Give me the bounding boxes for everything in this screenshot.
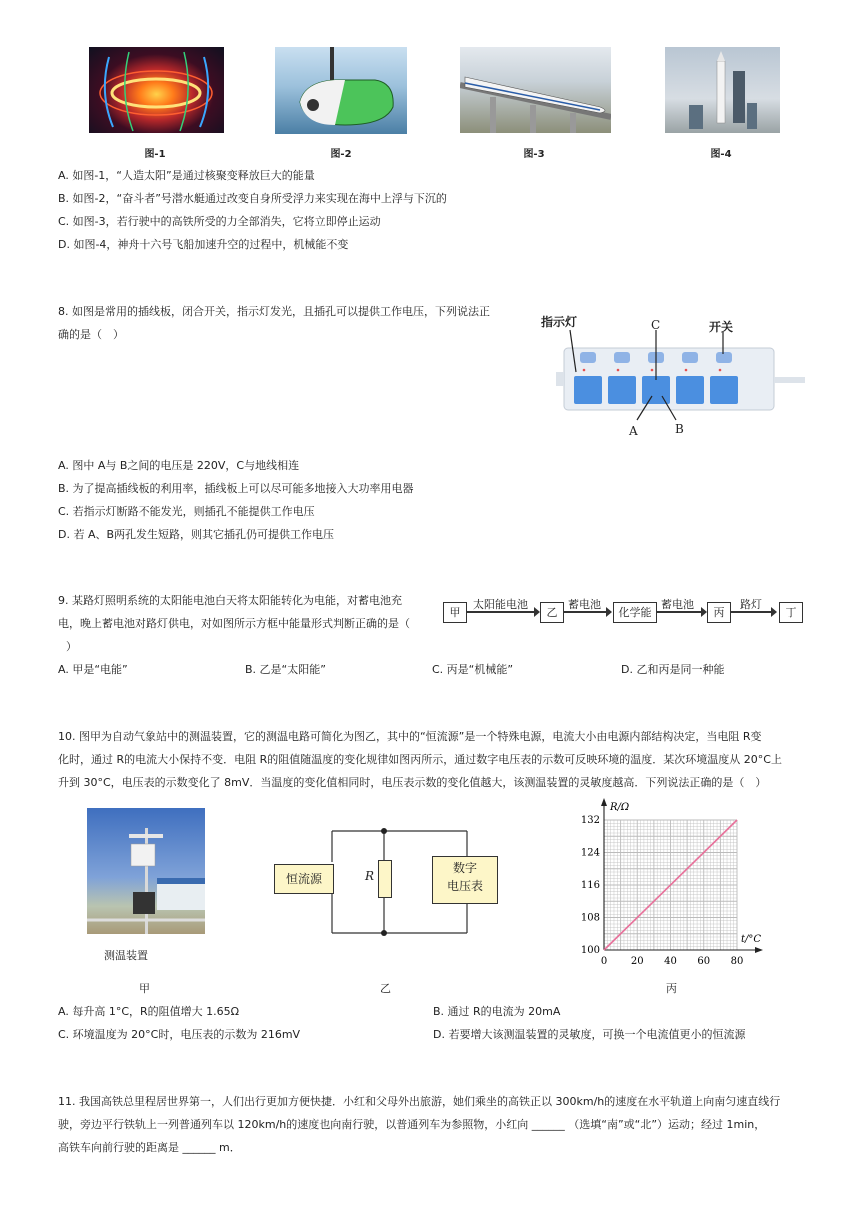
q10-stem-line2: 化时，通过 R的电流大小保持不变．电阻 R的阻值随温度的变化规律如图丙所示，通过数字电压表的示数可反映环境的温度．某次环境温度从 20°C上 [58,753,782,766]
rocket-launch-image [665,47,780,133]
voltmeter-label-line1: 数字 [452,861,477,875]
x-axis-arrow [755,947,763,953]
q8-option-c[interactable]: C. 若指示灯断路不能发光，则插孔不能提供工作电压 [58,505,315,518]
q8-stem-line2: 确的是（ ） [58,328,124,341]
q9-option-d[interactable]: D. 乙和丙是同一种能 [621,663,725,676]
y-tick-label: 132 [580,815,600,826]
submarine-image [275,47,407,134]
power-strip-graphic [540,310,810,440]
q9-option-a[interactable]: A. 甲是“电能” [58,663,128,676]
flow-arrow-2-head [606,607,612,617]
socket-c-label: C [651,318,661,332]
flow-arrow-4-head [771,607,777,617]
q7-option-d[interactable]: D. 如图-4，神舟十六号飞船加速升空的过程中，机械能不变 [58,238,349,251]
resistor-r-label: R [365,869,375,883]
socket-b-label: B [675,422,684,436]
figure-caption-2: 图-2 [330,149,352,160]
q7-option-b[interactable]: B. 如图-2，“奋斗者”号潜水艇通过改变自身所受浮力来实现在海中上浮与下沉的 [58,192,447,205]
x-tick-label: 80 [730,956,744,967]
fig-label-yi: 乙 [380,982,391,995]
x-axis-label: t/°C [741,934,762,945]
flow-box-yi: 乙 [540,602,564,623]
q10-option-d[interactable]: D. 若要增大该测温装置的灵敏度，可换一个电流值更小的恒流源 [433,1028,746,1041]
q11-line1: 11. 我国高铁总里程居世界第一，人们出行更加方便快捷．小红和父母外出旅游，她们乘坐的高铁正以 300km/h的速度在水平轨道上向南匀速直线行 [58,1095,781,1108]
q9-stem-line2: 电，晚上蓄电池对路灯供电，对如图所示方框中能量形式判断正确的是（ [58,617,410,630]
q10-stem-line1: 10. 图甲为自动气象站中的测温装置，它的测温电路可简化为图乙，其中的“恒流源”是一个特殊电源，电流大小由电源内部结构决定，当电阻 R变 [58,730,762,743]
flow-box-chemical: 化学能 [613,602,657,623]
figure-caption-3: 图-3 [523,149,545,160]
flow-box-ding: 丁 [779,602,803,623]
fusion-reactor-image [89,47,224,133]
fig-label-jia: 甲 [139,982,150,995]
q9-stem-line3: ） [66,640,77,653]
weather-station-graphic [87,808,205,934]
q11-line2: 驶，旁边平行铁轨上一列普通列车以 120km/h的速度也向南行驶，以普通列车为参照物，小红向 ______ （选填“南”或“北”）运动；经过 1min， [58,1118,766,1131]
q10-option-a[interactable]: A. 每升高 1°C，R的阻值增大 1.65Ω [58,1005,240,1018]
socket-a-label: A [629,424,638,438]
flow-arrow-3-label: 蓄电池 [661,598,694,611]
q10-option-b[interactable]: B. 通过 R的电流为 20mA [433,1005,561,1018]
fig-label-bing: 丙 [666,982,677,995]
q9-option-c[interactable]: C. 丙是“机械能” [432,663,514,676]
train-graphic [460,47,611,133]
y-tick-label: 108 [580,912,600,924]
flow-box-jia: 甲 [443,602,467,623]
resistance-temperature-chart [570,798,770,973]
q7-option-a[interactable]: A. 如图-1，“人造太阳”是通过核聚变释放巨大的能量 [58,169,315,182]
q8-stem-line1: 8. 如图是常用的插线板，闭合开关，指示灯发光，且插孔可以提供工作电压，下列说法正 [58,305,490,318]
constant-current-source: 恒流源 [274,864,334,894]
q10-option-c[interactable]: C. 环境温度为 20°C时，电压表的示数为 216mV [58,1028,301,1041]
q8-option-b[interactable]: B. 为了提高插线板的利用率，插线板上可以尽可能多地接入大功率用电器 [58,482,414,495]
indicator-light-label: 指示灯 [541,315,578,329]
fusion-ring-graphic [89,47,224,133]
power-strip-figure [540,310,810,440]
x-tick-label: 20 [630,956,644,967]
y-tick-label: 100 [580,945,600,956]
y-tick-label: 116 [580,880,600,891]
q8-option-d[interactable]: D. 若 A、B两孔发生短路，则其它插孔仍可提供工作电压 [58,528,335,541]
q9-stem-line1: 9. 某路灯照明系统的太阳能电池白天将太阳能转化为电能，对蓄电池充 [58,594,402,607]
flow-arrow-2-label: 蓄电池 [568,598,601,611]
rocket-graphic [665,47,780,133]
flow-box-bing: 丙 [707,602,731,623]
flow-arrow-4-label: 路灯 [740,598,762,611]
q10-stem-line3: 升到 30°C，电压表的示数变化了 8mV．当温度的变化值相同时，电压表示数的变化值越大，该测温装置的灵敏度越高．下列说法正确的是（ ） [58,776,767,789]
digital-voltmeter [432,856,498,904]
submarine-graphic [275,47,407,134]
x-tick-label: 60 [697,956,711,967]
voltmeter-label-line2: 电压表 [446,879,483,893]
flow-arrow-1-label: 太阳能电池 [473,598,528,611]
figure-caption-4: 图-4 [710,149,732,160]
q11-line3: 高铁车向前行驶的距离是 ______ m． [58,1141,241,1154]
resistor-r [378,860,392,898]
high-speed-train-image [460,47,611,133]
figure-caption-1: 图-1 [144,149,166,160]
y-tick-label: 124 [580,847,600,859]
q9-option-b[interactable]: B. 乙是“太阳能” [245,663,326,676]
x-tick-label: 0 [600,956,608,967]
y-axis-label: R/Ω [610,802,630,813]
weather-station-photo [87,808,205,934]
switch-label: 开关 [709,320,734,334]
x-tick-label: 40 [664,956,677,967]
y-axis-arrow [601,798,607,806]
q7-option-c[interactable]: C. 如图-3，若行驶中的高铁所受的力全部消失，它将立即停止运动 [58,215,381,228]
photo-device-label: 测温装置 [104,949,148,962]
q8-option-a[interactable]: A. 图中 A与 B之间的电压是 220V，C与地线相连 [58,459,300,472]
